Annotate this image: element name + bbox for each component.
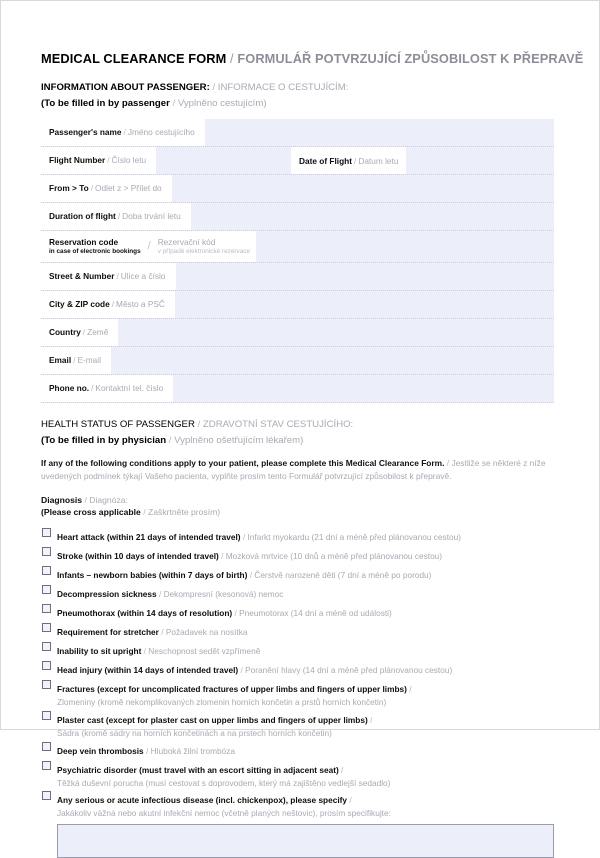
condition-label-cz: Hluboká žilní trombóza (150, 745, 236, 756)
condition-label (57, 765, 554, 790)
health-heading-separator: / (197, 419, 201, 431)
condition-label-cz: Neschopnost sedět vzpřímeně (148, 646, 261, 657)
instruction-paragraph (41, 457, 554, 482)
checkbox-icon[interactable] (42, 642, 51, 651)
label-from-to-en: From > To (49, 183, 89, 194)
condition-label-cz: Dekompresní (kesonová) nemoc (163, 589, 284, 600)
condition-label-en: Plaster cast (57, 715, 104, 726)
condition-item[interactable] (41, 546, 554, 564)
condition-label (57, 646, 260, 656)
label-reservation-code-en1: Reservation code (49, 237, 119, 248)
field-row-email[interactable] (41, 347, 554, 375)
passenger-subheading-czech: Vyplněno cestujícím) (177, 97, 267, 109)
passenger-section-heading (41, 82, 554, 95)
checkbox-icon[interactable] (42, 661, 51, 670)
condition-separator: / (249, 570, 253, 581)
form-content (41, 51, 584, 858)
condition-separator: / (242, 532, 246, 543)
label-country-cz: Země (87, 327, 109, 338)
field-row-city-zip[interactable] (41, 291, 554, 319)
condition-label-cz: Infarkt myokardu (21 dní a méně před plánovanou cestou) (247, 532, 461, 543)
label-country-en: Country (49, 327, 81, 338)
condition-separator: / (240, 665, 243, 676)
label-email-en: Email (49, 355, 72, 366)
condition-label-en: Inability to sit upright (57, 646, 142, 657)
passenger-subheading (41, 98, 554, 111)
condition-label (57, 627, 247, 637)
title-czech: FORMULÁŘ POTVRZUJÍCÍ ZPŮSOBILOST K PŘEPRAVĚ (237, 51, 584, 66)
condition-label-en: Head injury (57, 665, 103, 676)
condition-label-en: Infants – newborn babies (within 7 days of birth) (57, 570, 248, 581)
instruction-separator: / (446, 458, 450, 469)
condition-item[interactable] (41, 584, 554, 602)
field-row-street-number[interactable] (41, 263, 554, 291)
label-reservation-code (41, 231, 256, 262)
condition-item[interactable] (41, 565, 554, 583)
checkbox-icon[interactable] (42, 711, 51, 720)
label-city-zip (41, 291, 175, 318)
condition-label (57, 589, 283, 599)
label-city-zip-sep: / (111, 299, 115, 310)
label-city-zip-cz: Město a PSČ (116, 299, 165, 310)
diagnosis-label (41, 495, 554, 507)
condition-separator: / (161, 627, 164, 638)
condition-label-cz-line2: Těžká duševní porucha (musí cestovat s doprovodem, který má zajištěno vedlejší sedadlo) (57, 777, 391, 788)
label-duration-of-flight (41, 203, 191, 230)
condition-label-en: Stroke (within 10 days of intended travel) (57, 551, 219, 562)
label-phone-no-cz: Kontaktní tel. číslo (95, 383, 164, 394)
condition-item[interactable] (41, 710, 554, 740)
cross-applicable-english: (Please cross applicable (41, 506, 141, 517)
checkbox-icon[interactable] (42, 528, 51, 537)
checkbox-icon[interactable] (42, 566, 51, 575)
condition-label-en: Decompression sickness (57, 589, 157, 600)
condition-item[interactable] (41, 603, 554, 621)
checkbox-icon[interactable] (42, 791, 51, 800)
cross-applicable-separator: / (143, 506, 146, 517)
condition-item[interactable] (41, 527, 554, 545)
passenger-fields (41, 119, 554, 403)
label-date-of-flight-sep: / (354, 155, 357, 166)
label-passengers-name (41, 119, 205, 146)
condition-label (57, 570, 431, 580)
label-passengers-name-cz: Jméno cestujícího (127, 127, 195, 138)
cross-applicable-label (41, 507, 554, 519)
condition-label-en: Fractures (57, 684, 95, 695)
label-phone-no-sep: / (91, 383, 94, 394)
condition-label-cz: Čerstvě narozené děti (7 dní a méně po porodu) (254, 570, 432, 581)
condition-label (57, 715, 554, 740)
checkbox-icon[interactable] (42, 604, 51, 613)
condition-label-en: Any serious or acute infectious disease (incl. chickenpox), please specify (57, 795, 348, 806)
label-reservation-code-en-stack (49, 238, 141, 255)
diagnosis-english: Diagnosis (41, 495, 83, 506)
label-email-cz: E-mail (77, 355, 101, 366)
condition-label-cz: Požadavek na nosítka (165, 627, 248, 638)
label-date-of-flight-cz: Datum letu (358, 155, 399, 166)
condition-label-en-detail: (must travel with an escort sitting in adjacent seat) (136, 764, 339, 775)
condition-separator: / (221, 551, 224, 562)
condition-item[interactable] (41, 660, 554, 678)
label-flight-number-en: Flight Number (49, 155, 106, 166)
condition-separator: / (349, 795, 352, 806)
condition-label-cz-line2: Zlomeniny (kromě nekomplikovaných zlomenin horních končetin a prstů horních končetin) (57, 697, 387, 708)
label-email-sep: / (73, 355, 76, 366)
health-heading-czech: ZDRAVOTNÍ STAV CESTUJÍCÍHO: (202, 419, 354, 431)
condition-label-cz: Poranění hlavy (14 dní a méně před plánovanou cestou) (245, 665, 453, 676)
checkbox-icon[interactable] (42, 547, 51, 556)
condition-separator: / (234, 608, 237, 619)
field-row-phone-no[interactable] (41, 375, 554, 403)
field-row-reservation-code[interactable] (41, 231, 554, 263)
label-email (41, 347, 111, 374)
specify-disease-textarea[interactable] (57, 824, 554, 858)
label-reservation-code-sep: / (147, 240, 151, 253)
label-flight-number-cz: Číslo letu (111, 155, 147, 166)
condition-label-en: Requirement for stretcher (57, 627, 159, 638)
condition-separator: / (158, 589, 162, 600)
label-duration-of-flight-cz: Doba trvání letu (122, 211, 181, 222)
condition-label-cz: Mozková mrtvice (10 dnů a méně před plánovanou cestou) (225, 551, 443, 562)
label-street-number (41, 263, 176, 290)
condition-label-en: Heart attack (57, 532, 105, 543)
health-section-heading (41, 419, 554, 432)
instruction-czech: Jestliže se některé z níže uvedených podmínek týkají Vašeho pacienta, vyplňte prosím tento Formulář potvrzující způsobilost k přepravě. (41, 458, 546, 481)
field-row-country[interactable] (41, 319, 554, 347)
condition-label (57, 684, 554, 709)
label-street-number-cz: Ulice a číslo (120, 271, 166, 282)
health-subheading-czech: Vyplněno ošetřujícím lékařem) (174, 434, 304, 446)
field-row-passengers-name[interactable] (41, 119, 554, 147)
health-heading-english: HEALTH STATUS OF PASSENGER (41, 419, 195, 431)
diagnosis-separator: / (84, 495, 87, 506)
field-row-duration-of-flight[interactable] (41, 203, 554, 231)
checkbox-icon[interactable] (42, 585, 51, 594)
label-duration-of-flight-sep: / (117, 211, 121, 222)
health-subheading-english: (To be filled in by physician (41, 434, 167, 446)
condition-item[interactable] (41, 741, 554, 759)
label-date-of-flight (291, 147, 406, 174)
condition-label-en-detail: (except for plaster cast on upper limbs and fingers of upper limbs) (103, 715, 368, 726)
label-flight-number-sep: / (107, 155, 110, 166)
checkbox-icon[interactable] (42, 742, 51, 751)
condition-label-cz-line2: Jakákoliv vážná nebo akutní infekční nemoc (včetně planých neštovic), prosím specifikujte: (57, 808, 391, 819)
diagnosis-czech: Diagnóza: (89, 495, 128, 506)
passenger-heading-english: INFORMATION ABOUT PASSENGER: (41, 82, 210, 93)
label-from-to-sep: / (90, 183, 94, 194)
conditions-checklist (41, 527, 554, 820)
label-street-number-sep: / (116, 271, 119, 282)
title-separator: / (230, 51, 234, 66)
title-english: MEDICAL CLEARANCE FORM (41, 51, 227, 66)
condition-label (57, 746, 235, 756)
condition-item[interactable] (41, 790, 554, 820)
instruction-english: If any of the following conditions apply to your patient, please complete this Medical Clearance Form. (41, 458, 445, 469)
condition-label-en: Deep vein thrombosis (57, 745, 144, 756)
condition-separator: / (143, 646, 146, 657)
label-flight-number (41, 147, 156, 174)
label-country-sep: / (82, 327, 86, 338)
label-passengers-name-en: Passenger's name (49, 127, 122, 138)
condition-label-cz-line2: Sádra (kromě sádry na horních končetinách a na prstech horních končetin) (57, 728, 332, 739)
label-date-of-flight-en: Date of Flight (299, 155, 353, 166)
condition-label (57, 665, 452, 675)
condition-label-cz: Pneumotorax (14 dní a méně od události) (239, 608, 392, 619)
condition-label (57, 795, 554, 820)
label-country (41, 319, 118, 346)
health-subheading (41, 435, 554, 448)
label-passengers-name-sep: / (123, 127, 126, 138)
condition-item[interactable] (41, 760, 554, 790)
page-title (41, 51, 584, 66)
condition-label-en: Psychiatric disorder (57, 764, 137, 775)
health-subheading-separator: / (168, 434, 172, 446)
label-phone-no (41, 375, 173, 402)
passenger-heading-separator: / (212, 82, 216, 93)
condition-item[interactable] (41, 641, 554, 659)
condition-label-en: Pneumothorax (57, 608, 116, 619)
condition-separator: / (146, 745, 149, 756)
passenger-subheading-english: (To be filled in by passenger (41, 97, 170, 109)
passenger-heading-czech: INFORMACE O CESTUJÍCÍM: (217, 82, 349, 93)
field-row-flight-number[interactable] (41, 147, 554, 175)
label-street-number-en: Street & Number (49, 271, 115, 282)
condition-label (57, 608, 392, 618)
condition-separator: / (409, 684, 412, 695)
label-from-to (41, 175, 172, 202)
condition-separator: / (370, 715, 373, 726)
condition-item[interactable] (41, 622, 554, 640)
condition-label-en-detail: (within 14 days of intended travel) (102, 665, 239, 676)
field-row-from-to[interactable] (41, 175, 554, 203)
label-reservation-code-cz2: v případě elektronické rezervace (157, 247, 251, 255)
condition-label (57, 551, 442, 561)
cross-applicable-czech: Zaškrtněte prosím) (148, 506, 221, 517)
condition-item[interactable] (41, 679, 554, 709)
label-from-to-cz: Odlet z > Přílet do (95, 183, 162, 194)
checkbox-icon[interactable] (42, 680, 51, 689)
condition-label-en-detail: (within 14 days of resolution) (115, 608, 233, 619)
label-duration-of-flight-en: Duration of flight (49, 211, 116, 222)
checkbox-icon[interactable] (42, 761, 51, 770)
label-phone-no-en: Phone no. (49, 383, 90, 394)
label-reservation-code-cz-stack (158, 238, 250, 255)
label-city-zip-en: City & ZIP code (49, 299, 110, 310)
diagnosis-block (41, 495, 554, 518)
label-reservation-code-cz1: Rezervační kód (157, 237, 216, 248)
checkbox-icon[interactable] (42, 623, 51, 632)
condition-label (57, 532, 461, 542)
condition-separator: / (341, 764, 344, 775)
label-reservation-code-en2: in case of electronic bookings (49, 247, 141, 255)
condition-label-en-detail: (except for uncomplicated fractures of upper limbs and fingers of upper limbs) (94, 684, 407, 695)
condition-label-en-detail: (within 21 days of intended travel) (104, 532, 241, 543)
passenger-subheading-separator: / (172, 97, 176, 109)
